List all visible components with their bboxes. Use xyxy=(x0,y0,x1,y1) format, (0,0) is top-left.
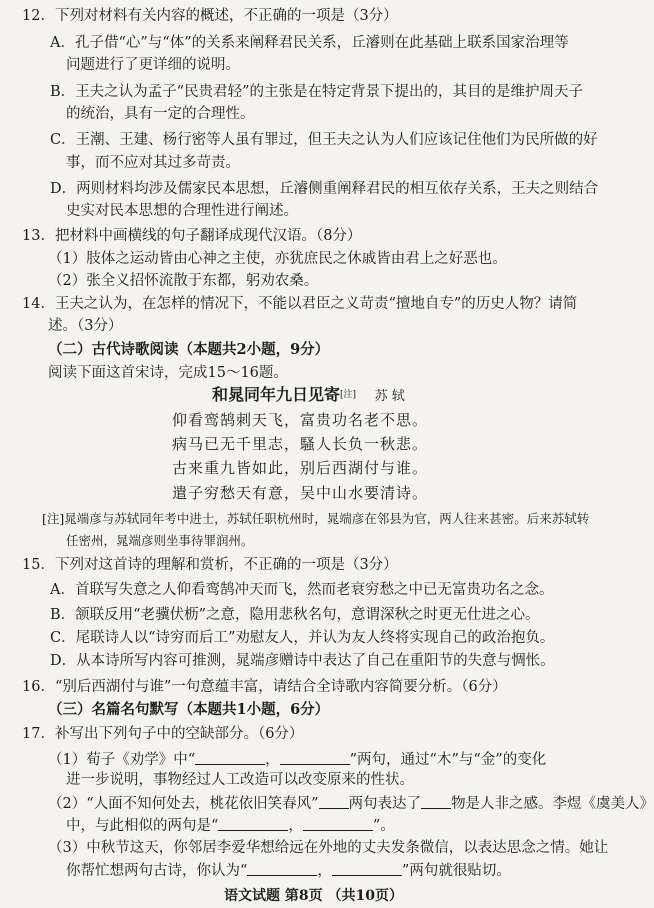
section2-heading: （二）古代诗歌阅读（本题共2小题，9分） xyxy=(48,341,330,359)
q13-sentence-2: （2）张全义招怀流散于东都，躬劝农桑。 xyxy=(48,273,319,290)
q14-line1: 14．王夫之认为，在怎样的情况下，不能以君臣之义苛责“擅地自专”的历史人物？请简 xyxy=(22,295,578,312)
q12-option-c-line1: C．王潮、王建、杨行密等人虽有罪过，但王夫之认为人们应该记住他们为民所做的好 xyxy=(50,132,598,148)
q17-item3-line1: （3）中秋节这天，你邻居李爱华想给远在外地的丈夫发条微信，以表达思念之情。她让 xyxy=(48,839,609,856)
q17-item2-quote: （2）“人面不知何处去，桃花依旧笑春风” xyxy=(48,795,319,812)
q15-option-c: C．尾联诗人以“诗穷而后工”劝慰友人，并认为友人终将实现自己的政治抱负。 xyxy=(50,630,555,646)
poem-line-4: 遣子穷愁天有意，吴中山水要清诗。 xyxy=(172,484,429,503)
q13-sentence-1: （1）肢体之运动皆由心神之主使，亦犹庶民之休戚皆由君上之好恶也。 xyxy=(48,250,507,267)
q17-item2-mid: 两句表达了 xyxy=(348,795,422,812)
poem-title: 和晁同年九日见寄 xyxy=(212,385,341,405)
q17-blank-4[interactable] xyxy=(421,793,451,809)
q17-item2-comma: ， xyxy=(288,818,303,834)
q17-blank-2[interactable] xyxy=(280,749,350,765)
q17-item1-comma: ， xyxy=(265,751,280,768)
q17-item3-comma: ， xyxy=(317,862,332,879)
poem-author: 苏 轼 xyxy=(374,389,405,405)
q15-option-d: D．从本诗所写内容可推测，晁端彦赠诗中表达了自己在重阳节的失意与惆怅。 xyxy=(50,653,555,670)
q12-stem: 12．下列对材料有关内容的概述，不正确的一项是（3分） xyxy=(22,8,398,24)
q17-item1-line1 xyxy=(48,749,546,770)
q17-blank-6[interactable] xyxy=(303,815,373,831)
section2-instruction: 阅读下面这首宋诗，完成15～16题。 xyxy=(48,364,288,381)
q17-item1-prefix: （1）荀子《劝学》中“ xyxy=(48,751,196,768)
q12-option-a-line1: A．孔子借“心”与“体”的关系来阐释君民关系，丘濬则在此基础上联系国家治理等 xyxy=(50,35,569,51)
poem-title-row xyxy=(212,385,405,407)
q15-stem: 15．下列对这首诗的理解和赏析，不正确的一项是（3分） xyxy=(22,557,398,574)
q12-option-d-line2: 史实对民本思想的合理性进行阐述。 xyxy=(66,203,298,220)
q17-item3-line2 xyxy=(66,860,511,881)
q16-stem: 16．“别后西湖付与谁”一句意蕴丰富，请结合全诗歌内容简要分析。（6分） xyxy=(22,678,507,695)
poem-note-mark: [注] xyxy=(340,390,357,401)
q12-option-c-line2: 事，而不应对其过多苛责。 xyxy=(66,154,240,171)
poem-line-3: 古来重九皆如此，别后西湖付与谁。 xyxy=(172,459,429,478)
q17-item1-line2: 进一步说明，事物经过人工改造可以改变原来的性状。 xyxy=(66,772,414,788)
q17-blank-1[interactable] xyxy=(195,749,265,765)
q12-option-d-line1: D．两则材料均涉及儒家民本思想，丘濬侧重阐释君民的相互依存关系，王夫之则结合 xyxy=(50,180,599,197)
q17-item2-lead: 中，与此相似的两句是“ xyxy=(66,818,219,834)
q15-option-a: A．首联写失意之人仰看鸾鹄冲天而飞，然而老衰穷愁之中已无富贵功名之念。 xyxy=(50,582,554,599)
q12-option-b-line2: 的统治，具有一定的合理性。 xyxy=(66,106,255,122)
q17-blank-8[interactable] xyxy=(332,860,402,876)
q14-line2: 述。（3分） xyxy=(48,318,123,335)
q17-item3-lead: 你帮忙想两句古诗，你认为“ xyxy=(66,862,248,879)
q17-item2-end: ”。 xyxy=(372,818,395,834)
section3-heading: （三）名篇名句默写（本题共1小题，6分） xyxy=(48,700,330,718)
q17-blank-7[interactable] xyxy=(247,860,317,876)
poem-footnote-line2: 任密州，晁端彦则坐事待罪润州。 xyxy=(66,532,254,548)
q12-option-b-line1: B．王夫之认为孟子“民贵君轻”的主张是在特定背景下提出的，其目的是维护周天子 xyxy=(50,83,583,100)
q17-blank-5[interactable] xyxy=(218,815,288,831)
poem-line-2: 病马已无千里志，騷人长负一秋悲。 xyxy=(172,434,429,453)
q17-item2-line2 xyxy=(66,815,395,836)
q17-item2-line1 xyxy=(48,793,654,814)
q17-blank-3[interactable] xyxy=(319,793,349,809)
q17-stem: 17．补写出下列句子中的空缺部分。（6分） xyxy=(22,726,304,743)
page-footer: 语文试题 第8页 （共10页） xyxy=(224,888,403,904)
q17-item2-tail: 物是人非之感。李煜《虞美人》 xyxy=(451,795,654,812)
q15-option-b: B．颔联反用“老骥伏枥”之意，隐用悲秋名句，意谓深秋之时更无仕进之心。 xyxy=(50,606,540,623)
q17-item1-suffix: ”两句，通过“木”与“金”的变化 xyxy=(349,751,547,768)
q12-option-a-line2: 问题进行了更详细的说明。 xyxy=(66,57,240,74)
q13-stem: 13．把材料中画横线的句子翻译成现代汉语。（8分） xyxy=(22,228,362,245)
poem-footnote-line1: [注]晁端彦与苏轼同年考中进士，苏轼任职杭州时，晁端彦在邻县为官，两人往来甚密。后来苏轼转 xyxy=(42,511,590,527)
poem-line-1: 仰看鸾鹄刺天飞，富贵功名老不思。 xyxy=(172,410,429,429)
q17-item3-end: ”两句就很贴切。 xyxy=(401,862,511,879)
